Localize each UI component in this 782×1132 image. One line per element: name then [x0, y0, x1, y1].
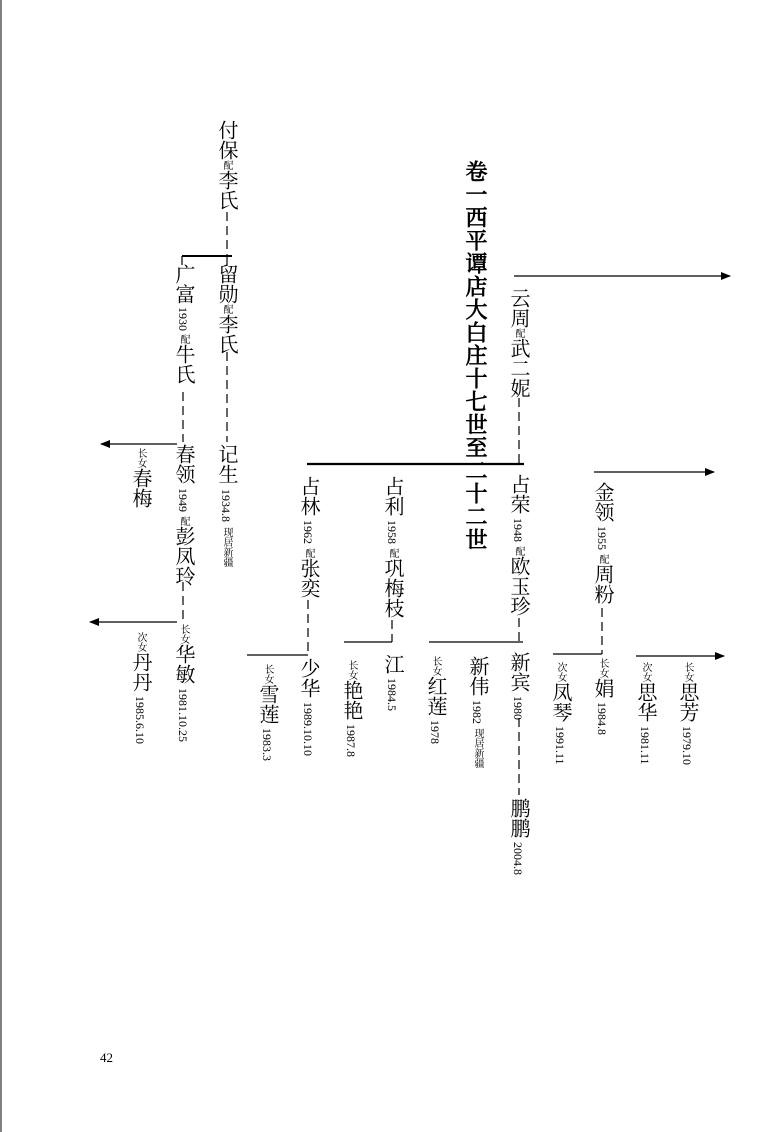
person-zhanli	[382, 476, 402, 618]
person-name: 凤琴	[549, 682, 571, 722]
rank-label: 次女	[555, 662, 566, 682]
person-yunzhou	[508, 288, 528, 398]
person-name: 新宾	[507, 652, 529, 692]
person-name: 雪莲	[256, 684, 278, 724]
birth-year: 1958	[385, 520, 399, 544]
person-jisheng	[216, 444, 236, 567]
person-sihua	[635, 662, 655, 765]
rank-label: 长女	[430, 656, 441, 676]
person-name: 红莲	[424, 676, 446, 716]
person-xinbin	[508, 652, 528, 720]
birth-date: 1985.6.10	[133, 696, 147, 744]
person-sifang	[677, 662, 697, 765]
person-pengpeng	[508, 798, 528, 875]
rank-label: 长女	[682, 662, 693, 682]
person-name: 少华	[297, 658, 319, 698]
rank-label: 次女	[640, 662, 651, 682]
page-number: 42	[100, 1050, 113, 1065]
birth-year: 1980	[511, 696, 525, 720]
birth-date: 1991.11	[553, 726, 567, 765]
person-name: 鹏鹏	[507, 798, 529, 838]
person-name: 春梅	[129, 468, 151, 508]
person-jiang	[382, 654, 402, 711]
person-name: 江	[381, 654, 403, 674]
birth-year: 1934.8	[219, 489, 233, 522]
birth-date: 1981.11	[638, 726, 652, 765]
person-name: 记生	[215, 444, 237, 484]
person-dandan	[130, 632, 150, 744]
pei-label: 配	[178, 516, 189, 526]
birth-year: 1930	[176, 307, 190, 331]
pei-label: 配	[178, 334, 189, 344]
pei-label: 配	[221, 304, 232, 314]
rank-label: 长女	[135, 448, 146, 468]
person-name: 艳艳	[340, 680, 362, 720]
person-name: 华敏	[172, 644, 194, 684]
person-name: 占荣	[507, 474, 529, 514]
pei-label: 配	[597, 554, 608, 564]
birth-year: 1962	[301, 520, 315, 544]
person-chunmei	[130, 448, 150, 508]
person-jinling	[592, 482, 612, 604]
person-liuxun	[216, 264, 236, 354]
rank-label: 长女	[178, 624, 189, 644]
spouse-name: 李氏	[215, 314, 237, 354]
spouse-name: 欧玉珍	[507, 556, 529, 616]
person-zhanlin	[298, 476, 318, 598]
person-name: 云周	[507, 288, 529, 328]
birth-year: 1948	[511, 518, 525, 542]
birth-date: 1987.8	[344, 724, 358, 757]
pei-label: 配	[221, 160, 232, 170]
person-xinwei	[467, 656, 487, 768]
birth-date: 1984.8	[595, 702, 609, 735]
person-shaohua	[298, 658, 318, 756]
person-chunling	[173, 444, 193, 586]
person-xuelian	[257, 664, 277, 761]
birth-date: 1989.10.10	[301, 702, 315, 756]
birth-year: 1955	[595, 526, 609, 550]
person-huamin	[173, 624, 193, 742]
pei-label: 配	[513, 328, 524, 338]
birth-date: 1983.3	[260, 728, 274, 761]
person-honglian	[425, 656, 445, 744]
birth-date: 1979.10	[680, 726, 694, 765]
birth-date: 1978	[428, 720, 442, 744]
spouse-name: 李氏	[215, 170, 237, 210]
birth-date: 1984.5	[385, 678, 399, 711]
birth-date: 2004.8	[511, 842, 525, 875]
person-juan	[592, 658, 612, 735]
person-name: 留勋	[215, 264, 237, 304]
spouse-name: 武二妮	[507, 338, 529, 398]
person-name: 广富	[172, 264, 194, 304]
rank-label: 长女	[262, 664, 273, 684]
rank-label: 长女	[597, 658, 608, 678]
person-name: 思华	[634, 682, 656, 722]
rank-label: 长女	[346, 660, 357, 680]
spouse-name: 彭凤玲	[172, 526, 194, 586]
person-name: 娟	[591, 678, 613, 698]
person-zhanrong	[508, 474, 528, 616]
residence-note: 现居新疆	[472, 728, 483, 768]
birth-year: 1982	[470, 700, 484, 724]
person-fubao	[216, 120, 236, 210]
person-name: 思芳	[676, 682, 698, 722]
person-name: 占林	[297, 476, 319, 516]
pei-label: 配	[387, 548, 398, 558]
spouse-name: 张奕	[297, 558, 319, 598]
person-name: 付保	[215, 120, 237, 160]
rank-label: 次女	[135, 632, 146, 652]
birth-date: 1981.10.25	[176, 688, 190, 742]
spouse-name: 周粉	[591, 564, 613, 604]
spouse-name: 牛氏	[172, 344, 194, 384]
person-yanyan	[341, 660, 361, 757]
person-name: 金领	[591, 482, 613, 522]
person-name: 占利	[381, 476, 403, 516]
page-title: 卷一西平谭店大白庄十七世至二十二世	[462, 160, 488, 551]
pei-label: 配	[303, 548, 314, 558]
spouse-name: 巩梅枝	[381, 558, 403, 618]
pei-label: 配	[513, 546, 524, 556]
person-name: 春领	[172, 444, 194, 484]
person-fengqin	[550, 662, 570, 765]
person-guangfu	[173, 264, 193, 384]
residence-note: 现居新疆	[221, 527, 232, 567]
person-name: 丹丹	[129, 652, 151, 692]
person-name: 新伟	[466, 656, 488, 696]
birth-year: 1949	[176, 488, 190, 512]
